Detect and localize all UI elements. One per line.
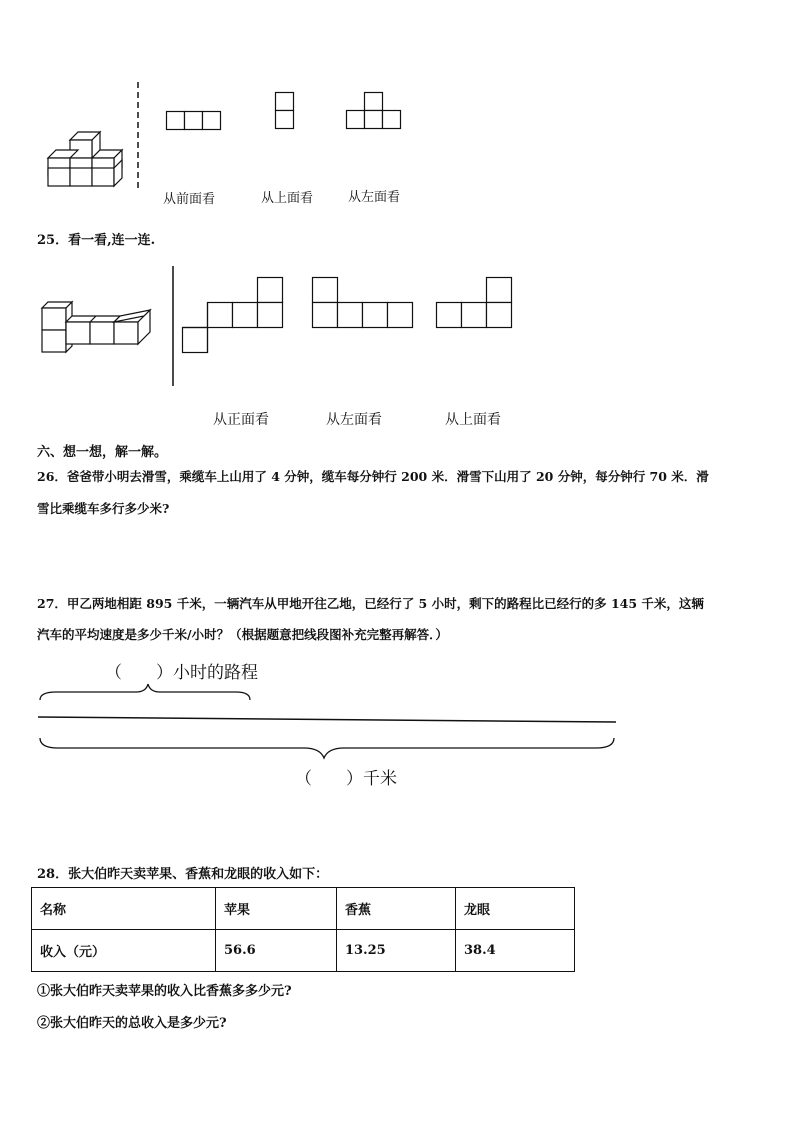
q27-line2: 汽车的平均速度是多少千米/小时？（根据题意把线段图补充完整再解答．） bbox=[37, 627, 448, 642]
cell-income-label: 收入（元） bbox=[32, 930, 216, 972]
q25-view-shape-b bbox=[312, 277, 414, 329]
cube-stack-base bbox=[44, 128, 124, 188]
q28-title: 28．张大伯昨天卖苹果、香蕉和龙眼的收入如下： bbox=[37, 867, 329, 882]
section6-title: 六、想一想，解一解。 bbox=[37, 445, 168, 460]
header-cell-longan: 龙眼 bbox=[456, 888, 575, 930]
q25-solid-divider bbox=[171, 266, 175, 386]
q27-segment-diagram bbox=[36, 680, 620, 760]
q28-sub1: ①张大伯昨天卖苹果的收入比香蕉多多少元? bbox=[37, 984, 292, 999]
q25-label-left: 从左面看 bbox=[326, 412, 382, 428]
cell-longan-income: 38.4 bbox=[456, 930, 575, 972]
q25-view-shape-c bbox=[436, 277, 514, 329]
cell-banana-income: 13.25 bbox=[337, 930, 456, 972]
cell-apple-income: 56.6 bbox=[216, 930, 337, 972]
view-left-grid bbox=[346, 92, 402, 130]
view-top-grid bbox=[275, 92, 295, 130]
income-table bbox=[31, 887, 575, 972]
q26-line2: 雪比乘缆车多行多少米? bbox=[37, 501, 170, 516]
label-front-view: 从前面看 bbox=[163, 192, 216, 207]
header-cell-banana: 香蕉 bbox=[337, 888, 456, 930]
q27-diagram-top-label: （ ）小时的路程 bbox=[105, 663, 258, 683]
dashed-divider-top bbox=[136, 82, 140, 192]
q25-cube-figure bbox=[42, 298, 154, 354]
q27-line1: 27．甲乙两地相距 895 千米，一辆汽车从甲地开往乙地，已经行了 5 小时，剩下的路程比已经行的多 145 千米，这辆 bbox=[37, 596, 704, 611]
label-top-view: 从上面看 bbox=[261, 191, 314, 206]
q26-line1: 26．爸爸带小明去滑雪，乘缆车上山用了 4 分钟，缆车每分钟行 200 米．滑雪下山用了 20 分钟，每分钟行 70 米．滑 bbox=[37, 469, 709, 484]
table-header-row bbox=[32, 888, 575, 930]
q25-view-shape-a-link bbox=[182, 302, 234, 354]
label-left-view: 从左面看 bbox=[348, 190, 401, 205]
table-row bbox=[32, 930, 575, 972]
view-front-grid bbox=[166, 111, 222, 131]
q25-label-top: 从上面看 bbox=[445, 412, 501, 428]
q25-label-front: 从正面看 bbox=[213, 412, 269, 428]
q28-sub2: ②张大伯昨天的总收入是多少元? bbox=[37, 1016, 227, 1031]
q25-title: 25．看一看,连一连. bbox=[37, 233, 156, 248]
header-cell-name: 名称 bbox=[32, 888, 216, 930]
q27-diagram-bottom-label: （ ）千米 bbox=[295, 769, 397, 789]
header-cell-apple: 苹果 bbox=[216, 888, 337, 930]
